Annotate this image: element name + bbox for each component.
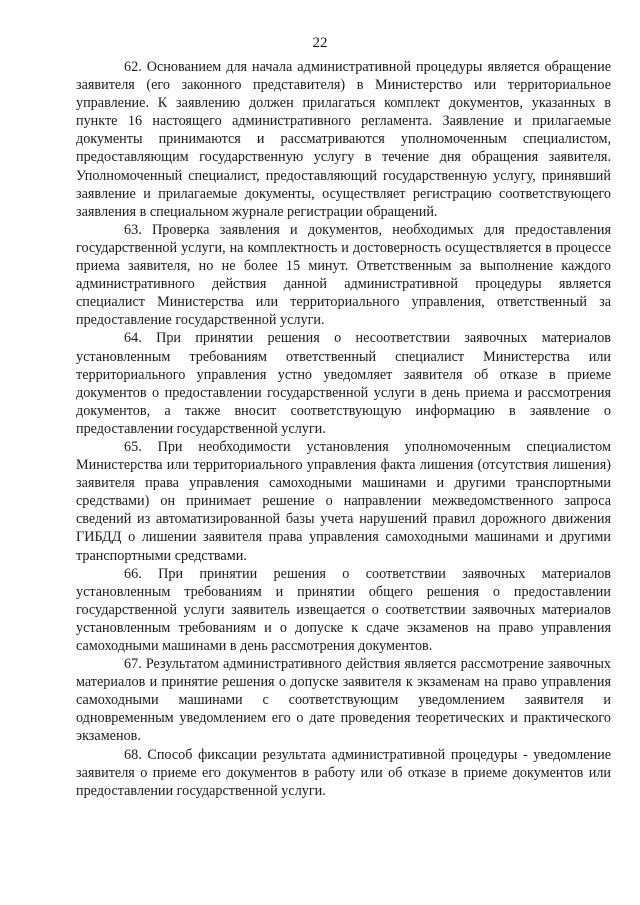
document-body (76, 58, 611, 800)
paragraph-62: 62. Основанием для начала административной процедуры является обращение заявителя (его законного представителя) в Министерство или территориальное управление. К заявлению должен прилагаться комплект документов, указанных в пункте 16 настоящего административного регламента. Заявление и прилагаемые документы принимаются и рассматриваются уполномоченным специалистом, предоставляющим государственную услугу в течение дня обращения заявителя. Уполномоченный специалист, предоставляющий государственную услугу, принявший заявление и прилагаемые документы, осуществляет регистрацию соответствующего заявления в специальном журнале регистрации обращений. (76, 59, 611, 220)
paragraph-68: 68. Способ фиксации результата административной процедуры - уведомление заявителя о приеме его документов в работу или об отказе в приеме документов или предоставлении государственной услуги. (76, 746, 611, 799)
paragraph-66: 66. При принятии решения о соответствии заявочных материалов установленным требованиям и принятии общего решения о предоставлении государственной услуги заявитель извещается о соответствии заявочных материалов установленным требованиям и о допуске к сдаче экзаменов на право управления самоходными машинами в день рассмотрения документов. (76, 565, 611, 654)
paragraph-67: 67. Результатом административного действия является рассмотрение заявочных материалов и принятие решения о допуске заявителя к экзаменам на право управления самоходными машинами с соответствующим уведомлением заявителя и одновременным уведомлением его о дате проведения теоретических и практического экзаменов. (76, 656, 611, 745)
paragraph-64: 64. При принятии решения о несоответствии заявочных материалов установленным требованиям ответственный специалист Министерства или территориального управления устно уведомляет заявителя об отказе в приеме документов о предоставлении государственной услуги в день приема и рассмотрения документов, а также вносит соответствующую информацию в заявление о предоставлении государственной услуги. (76, 330, 611, 437)
paragraph-63: 63. Проверка заявления и документов, необходимых для предоставления государственной услуги, на комплектность и достоверность осуществляется в процессе приема заявителя, но не более 15 минут. Ответственным за выполнение каждого административного действия данной административной процедуры является специалист Министерства или территориального управления, ответственный за предоставление государственной услуги. (76, 221, 611, 329)
page-number: 22 (312, 35, 328, 51)
paragraph-65: 65. При необходимости установления уполномоченным специалистом Министерства или территориального управления факта лишения (отсутствия лишения) заявителя права управления самоходными машинами и другими транспортными средствами) он принимает решение о направлении межведомственного запроса сведений из автоматизированной базы учета нарушений правил дорожного движения ГИБДД о лишении заявителя права управления самоходными машинами и другими транспортными средствами. (76, 438, 611, 564)
